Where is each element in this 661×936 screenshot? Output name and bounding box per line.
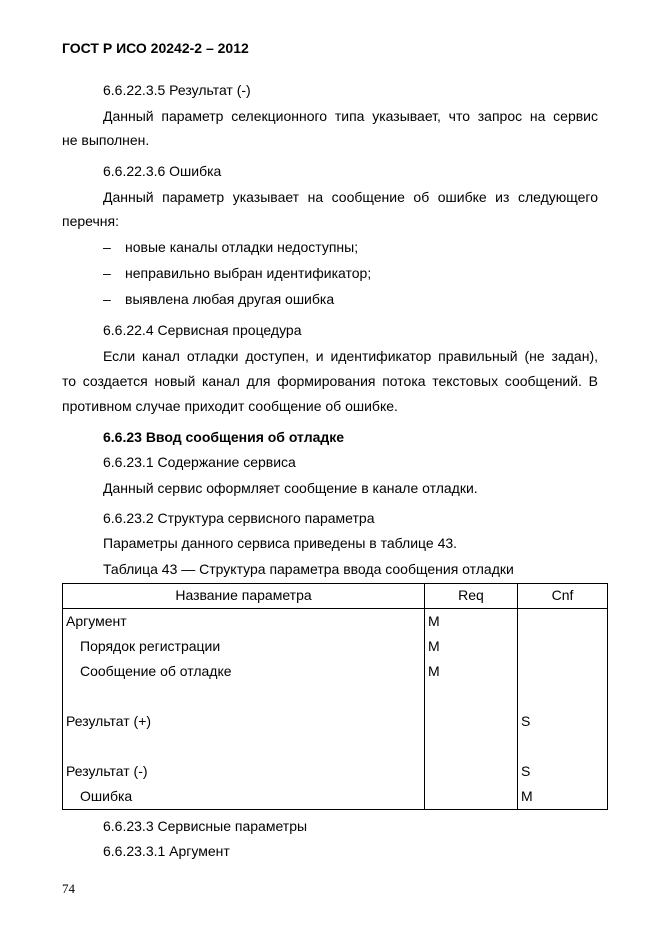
cell-req bbox=[425, 684, 518, 709]
cell-cnf: S bbox=[518, 759, 608, 784]
table-caption: Таблица 43 — Структура параметра ввода сообщения отладки bbox=[103, 561, 514, 577]
cell-cnf bbox=[518, 659, 608, 684]
table-row bbox=[63, 659, 608, 684]
cell-req: M bbox=[425, 659, 518, 684]
cell-name-text: Порядок регистрации bbox=[80, 638, 221, 654]
paragraph-line: Данный сервис оформляет сообщение в канале отладки. bbox=[103, 480, 478, 496]
parameter-table bbox=[62, 583, 608, 810]
cell-name-text: Сообщение об отладке bbox=[80, 663, 232, 679]
table-row bbox=[63, 609, 608, 635]
table-row bbox=[63, 784, 608, 810]
list-bullet: – bbox=[103, 239, 111, 255]
cell-name: Результат (+) bbox=[63, 709, 425, 734]
cell-name bbox=[63, 634, 425, 659]
cell-cnf bbox=[518, 609, 608, 635]
column-header-name: Название параметра bbox=[63, 584, 425, 609]
document-header: ГОСТ Р ИСО 20242-2 – 2012 bbox=[62, 40, 249, 56]
section-heading-6-6-23-3: 6.6.23.3 Сервисные параметры bbox=[103, 818, 308, 834]
cell-name-text: Ошибка bbox=[80, 788, 133, 804]
cell-name: Аргумент bbox=[63, 609, 425, 635]
list-bullet: – bbox=[103, 265, 111, 281]
table-row bbox=[63, 709, 608, 734]
cell-req: M bbox=[425, 609, 518, 635]
list-item: выявлена любая другая ошибка bbox=[125, 291, 335, 307]
cell-cnf: M bbox=[518, 784, 608, 810]
paragraph-line: противном случае приходит сообщение об ошибке. bbox=[62, 398, 398, 414]
cell-name: Результат (-) bbox=[63, 759, 425, 784]
cell-name bbox=[63, 784, 425, 810]
section-heading-6-6-23-3-1: 6.6.23.3.1 Аргумент bbox=[103, 843, 230, 859]
paragraph-line: то создается новый канал для формирования потока текстовых сообщений. В bbox=[62, 373, 598, 389]
cell-req bbox=[425, 759, 518, 784]
cell-req bbox=[425, 734, 518, 759]
list-item: новые каналы отладки недоступны; bbox=[125, 239, 359, 255]
table-row bbox=[63, 734, 608, 759]
section-heading-6-6-23: 6.6.23 Ввод сообщения об отладке bbox=[103, 429, 345, 445]
section-heading-6-6-22-3-6: 6.6.22.3.6 Ошибка bbox=[103, 163, 222, 179]
paragraph-line: Параметры данного сервиса приведены в таблице 43. bbox=[103, 535, 458, 551]
paragraph-line: не выполнен. bbox=[62, 132, 150, 148]
section-heading-6-6-23-1: 6.6.23.1 Содержание сервиса bbox=[103, 454, 296, 470]
column-header-cnf: Cnf bbox=[518, 584, 608, 609]
section-heading-6-6-22-3-5: 6.6.22.3.5 Результат (-) bbox=[103, 82, 251, 98]
table-row bbox=[63, 634, 608, 659]
list-item: неправильно выбран идентификатор; bbox=[125, 265, 372, 281]
section-heading-6-6-23-2: 6.6.23.2 Структура сервисного параметра bbox=[103, 510, 375, 526]
table-header-row bbox=[63, 584, 608, 609]
table-row bbox=[63, 759, 608, 784]
section-heading-6-6-22-4: 6.6.22.4 Сервисная процедура bbox=[103, 322, 302, 338]
cell-cnf: S bbox=[518, 709, 608, 734]
table-row bbox=[63, 684, 608, 709]
paragraph-line: Если канал отладки доступен, и идентификатор правильный (не задан), bbox=[103, 348, 598, 364]
cell-req bbox=[425, 784, 518, 810]
cell-name bbox=[63, 684, 425, 709]
paragraph-line: Данный параметр указывает на сообщение об ошибке из следующего bbox=[103, 189, 598, 205]
cell-req bbox=[425, 709, 518, 734]
cell-req: M bbox=[425, 634, 518, 659]
cell-cnf bbox=[518, 684, 608, 709]
column-header-req: Req bbox=[425, 584, 518, 609]
page-number: 74 bbox=[62, 881, 75, 896]
list-bullet: – bbox=[103, 291, 111, 307]
paragraph-line: Данный параметр селекционного типа указывает, что запрос на сервис bbox=[103, 108, 598, 124]
paragraph-line: перечня: bbox=[62, 213, 119, 229]
cell-name bbox=[63, 659, 425, 684]
cell-name bbox=[63, 734, 425, 759]
cell-cnf bbox=[518, 734, 608, 759]
cell-cnf bbox=[518, 634, 608, 659]
